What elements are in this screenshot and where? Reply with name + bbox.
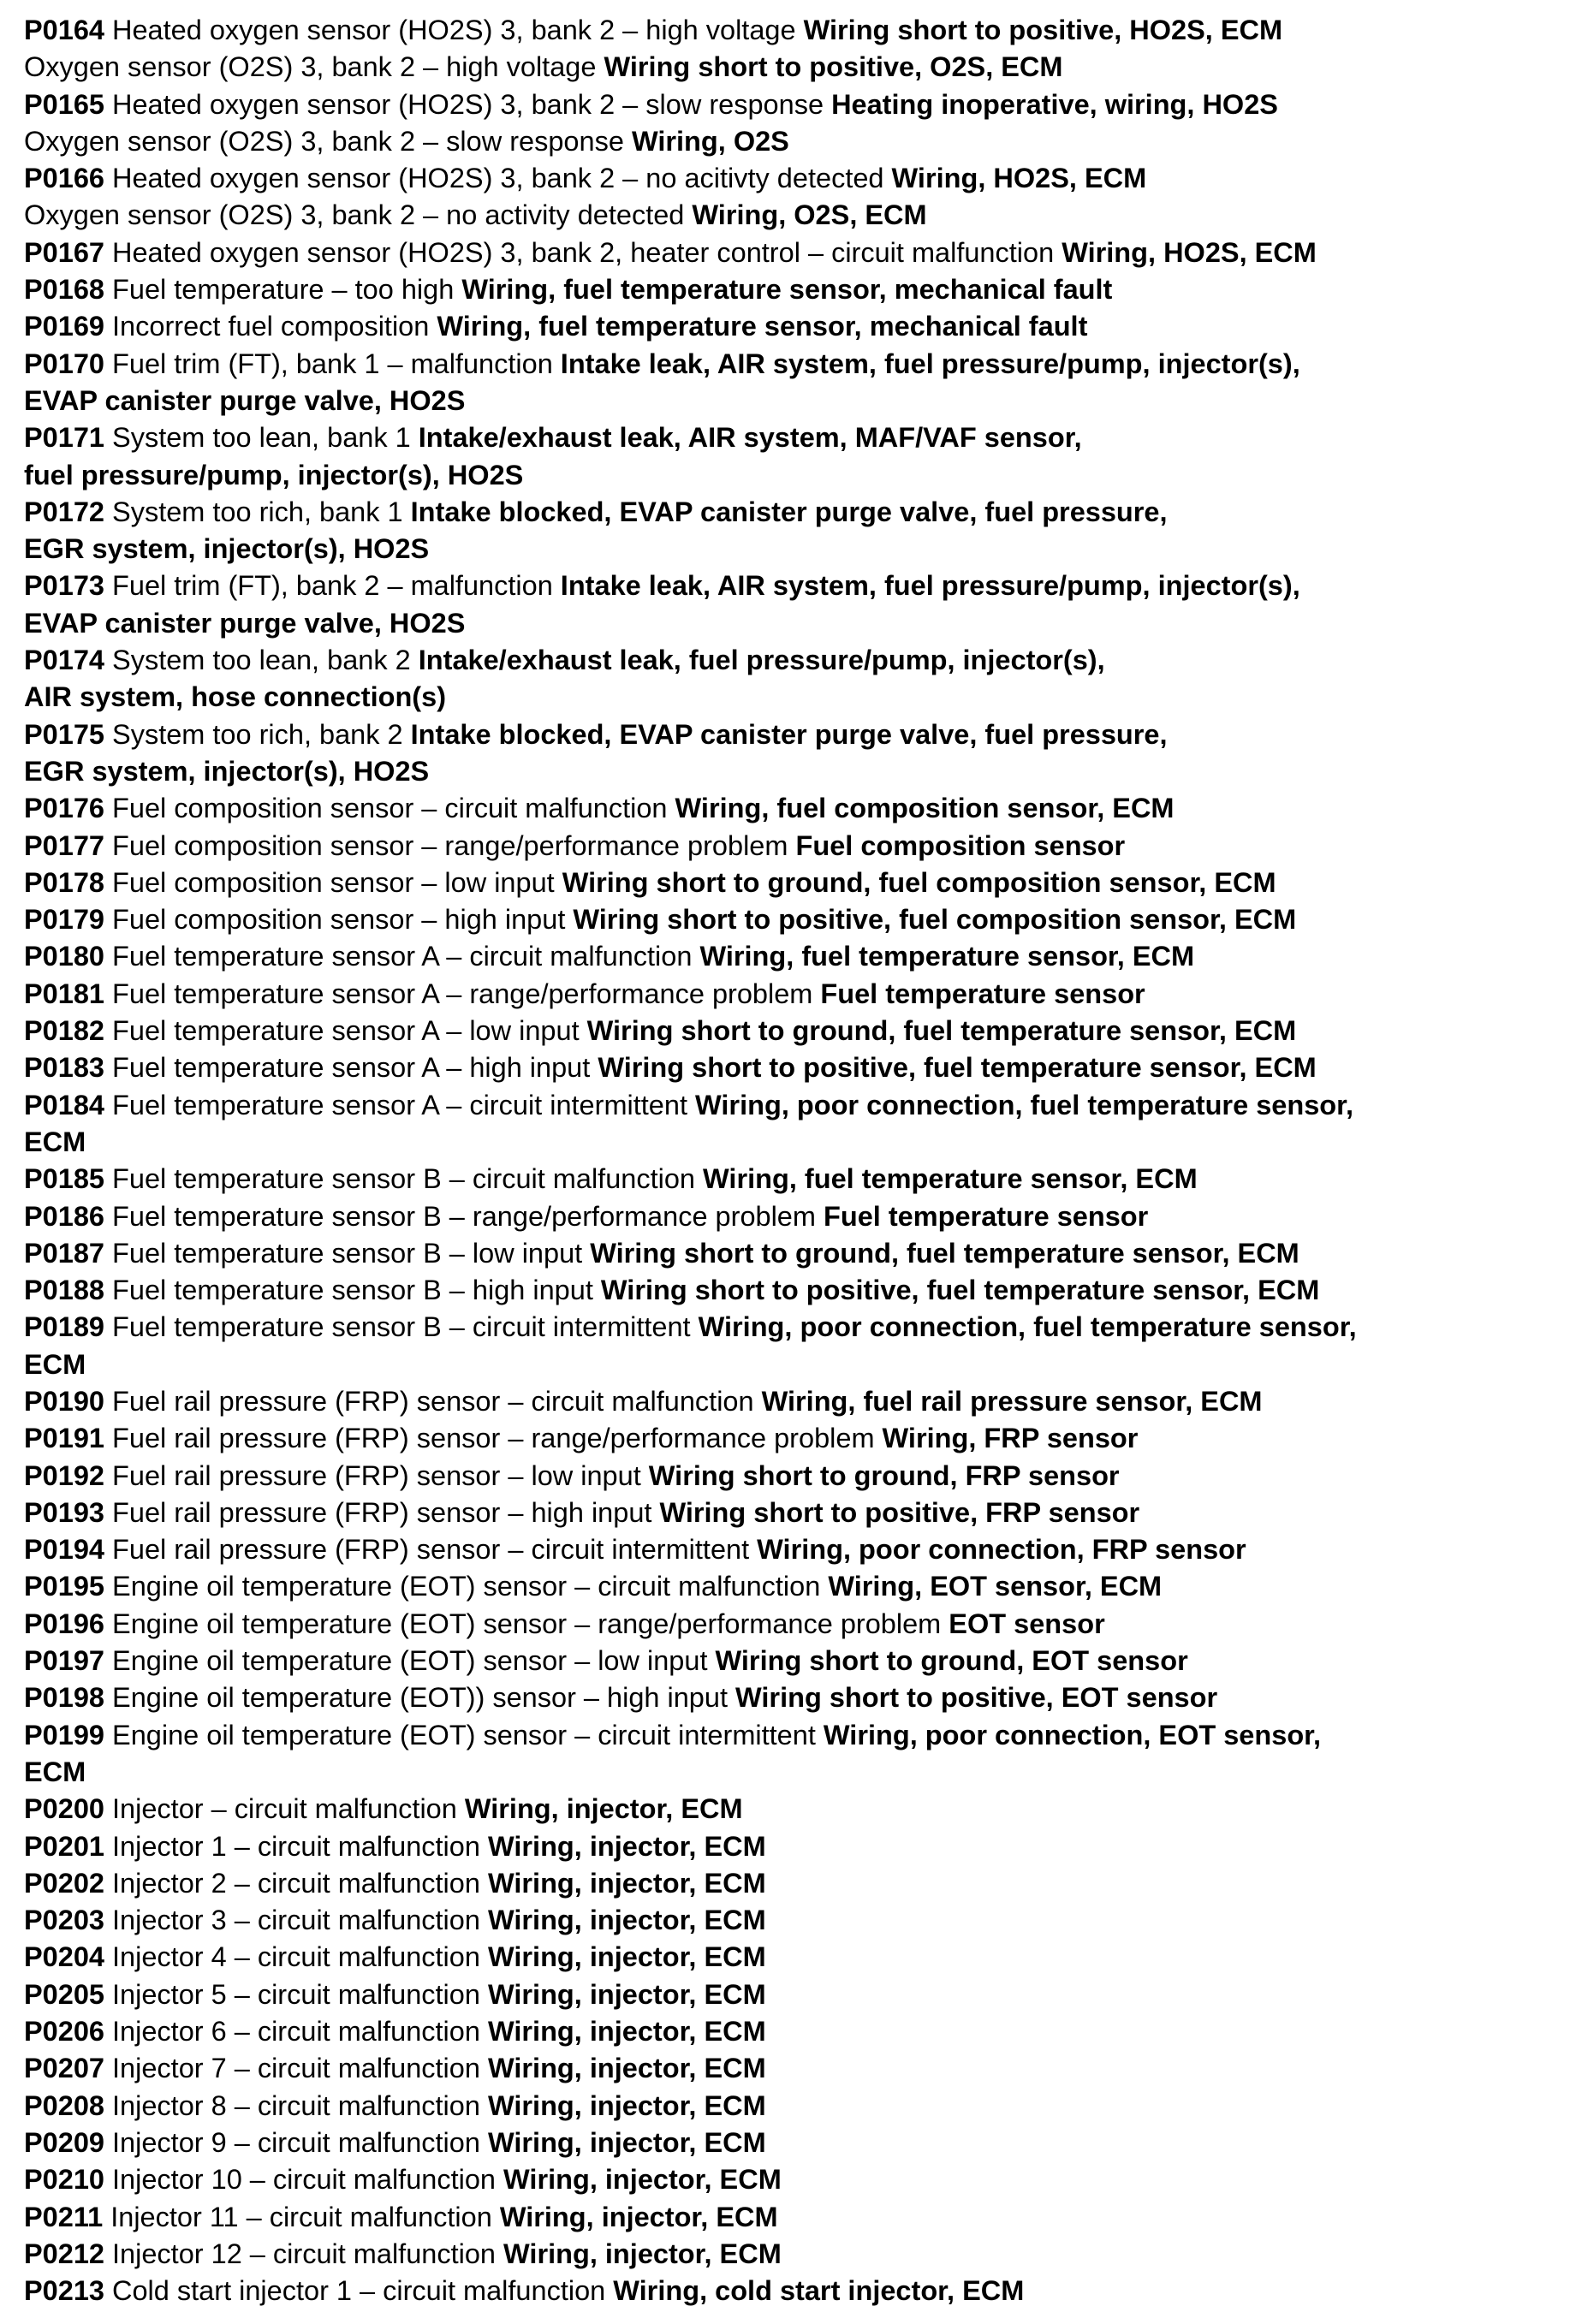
dtc-entry-continuation	[24, 1124, 1565, 1161]
dtc-causes: Wiring, injector, ECM	[487, 2053, 766, 2084]
dtc-code: P0177	[24, 829, 104, 861]
dtc-causes-continued: EVAP canister purge valve, HO2S	[24, 384, 466, 416]
dtc-entry	[24, 1531, 1565, 1568]
dtc-description: Injector 4 – circuit malfunction	[112, 1941, 480, 1973]
dtc-entry	[24, 271, 1565, 308]
dtc-code: P0204	[24, 1941, 104, 1973]
dtc-description: Cold start injector 1 – circuit malfunction	[112, 2275, 606, 2307]
dtc-entry	[24, 49, 1565, 86]
dtc-causes: Fuel composition sensor	[795, 829, 1126, 861]
dtc-causes: Wiring, injector, ECM	[487, 1978, 766, 2010]
dtc-code: P0186	[24, 1200, 104, 1232]
dtc-description: Fuel composition sensor – low input	[112, 866, 555, 898]
dtc-code: P0184	[24, 1089, 104, 1120]
dtc-causes-continued: fuel pressure/pump, injector(s), HO2S	[24, 459, 524, 490]
dtc-entry	[24, 2050, 1565, 2087]
dtc-description: Engine oil temperature (EOT) sensor – circuit malfunction	[112, 1571, 821, 1602]
dtc-description: Engine oil temperature (EOT) sensor – low input	[112, 1645, 708, 1677]
dtc-description: Fuel trim (FT), bank 2 – malfunction	[112, 570, 553, 602]
dtc-description: Injector – circuit malfunction	[112, 1793, 457, 1825]
dtc-entry-continuation	[24, 531, 1565, 568]
dtc-causes: Fuel temperature sensor	[824, 1200, 1149, 1232]
dtc-entry	[24, 2125, 1565, 2161]
dtc-code: P0197	[24, 1645, 104, 1677]
dtc-code: P0202	[24, 1867, 104, 1899]
dtc-code: P0200	[24, 1793, 104, 1825]
dtc-entry	[24, 1939, 1565, 1976]
dtc-code: P0169	[24, 311, 104, 342]
dtc-entry	[24, 568, 1565, 604]
dtc-causes-continued: EGR system, injector(s), HO2S	[24, 533, 430, 565]
dtc-code: P0170	[24, 348, 104, 379]
dtc-description: Injector 6 – circuit malfunction	[112, 2016, 480, 2048]
dtc-causes: Wiring short to ground, FRP sensor	[648, 1459, 1120, 1491]
dtc-entry-continuation	[24, 457, 1565, 494]
dtc-entry	[24, 235, 1565, 271]
dtc-entry	[24, 2088, 1565, 2125]
dtc-causes: Wiring short to ground, EOT sensor	[715, 1645, 1188, 1677]
dtc-entry	[24, 160, 1565, 197]
dtc-entry-continuation	[24, 1346, 1565, 1383]
dtc-entry-continuation	[24, 605, 1565, 642]
dtc-code: P0182	[24, 1015, 104, 1047]
dtc-causes: Wiring, fuel rail pressure sensor, ECM	[761, 1385, 1263, 1417]
dtc-entry	[24, 1717, 1565, 1754]
dtc-description: Injector 8 – circuit malfunction	[112, 2089, 480, 2121]
dtc-description: Fuel temperature sensor B – range/performance problem	[112, 1200, 816, 1232]
dtc-causes: Wiring, injector, ECM	[487, 1830, 766, 1862]
dtc-code: P0213	[24, 2275, 104, 2307]
dtc-causes: Wiring, fuel temperature sensor, mechanical fault	[461, 274, 1113, 306]
dtc-causes: Intake leak, AIR system, fuel pressure/pump, injector(s),	[560, 570, 1300, 602]
dtc-code: P0189	[24, 1311, 104, 1343]
dtc-code: P0174	[24, 645, 104, 676]
dtc-code: P0212	[24, 2238, 104, 2269]
dtc-causes-continued: AIR system, hose connection(s)	[24, 681, 447, 713]
dtc-description: Heated oxygen sensor (HO2S) 3, bank 2 – high voltage	[112, 15, 796, 45]
dtc-code: P0195	[24, 1571, 104, 1602]
dtc-causes: Heating inoperative, wiring, HO2S	[831, 88, 1278, 120]
dtc-description: Injector 10 – circuit malfunction	[112, 2164, 497, 2196]
dtc-description: Heated oxygen sensor (HO2S) 3, bank 2 – no acitivty detected	[112, 163, 884, 194]
dtc-code: P0205	[24, 1978, 104, 2010]
dtc-description: Fuel rail pressure (FRP) sensor – range/performance problem	[112, 1423, 875, 1454]
dtc-description: Engine oil temperature (EOT) sensor – range/performance problem	[112, 1608, 942, 1639]
dtc-description: Injector 12 – circuit malfunction	[112, 2238, 497, 2269]
dtc-entry	[24, 1161, 1565, 1198]
dtc-entry	[24, 1049, 1565, 1086]
dtc-entry	[24, 716, 1565, 753]
dtc-causes: Wiring, cold start injector, ECM	[613, 2275, 1025, 2307]
dtc-causes: Wiring short to positive, fuel temperature sensor, ECM	[598, 1052, 1317, 1084]
dtc-code: P0183	[24, 1052, 104, 1084]
dtc-entry	[24, 2236, 1565, 2273]
dtc-code: P0171	[24, 422, 104, 454]
dtc-causes-continued: ECM	[24, 1756, 86, 1787]
dtc-code: P0167	[24, 236, 104, 268]
dtc-description: Fuel temperature sensor B – circuit malfunction	[112, 1163, 696, 1195]
dtc-causes: Intake/exhaust leak, AIR system, MAF/VAF sensor,	[418, 422, 1082, 454]
dtc-entry	[24, 1828, 1565, 1865]
dtc-entry	[24, 1013, 1565, 1049]
dtc-causes: Wiring, injector, ECM	[487, 2089, 766, 2121]
dtc-description: Fuel temperature sensor A – low input	[112, 1015, 580, 1047]
dtc-entry	[24, 2273, 1565, 2309]
dtc-description: Fuel composition sensor – range/performance problem	[112, 829, 788, 861]
dtc-entry-continuation	[24, 753, 1565, 790]
dtc-code: P0180	[24, 941, 104, 972]
dtc-description: Fuel rail pressure (FRP) sensor – circuit intermittent	[112, 1534, 750, 1566]
dtc-causes: Wiring, HO2S, ECM	[891, 163, 1147, 194]
dtc-description: Injector 7 – circuit malfunction	[112, 2053, 480, 2084]
dtc-causes: EOT sensor	[949, 1608, 1105, 1639]
dtc-code: P0185	[24, 1163, 104, 1195]
dtc-entry	[24, 308, 1565, 345]
dtc-description: Fuel temperature sensor A – circuit intermittent	[112, 1089, 687, 1120]
dtc-code: P0179	[24, 904, 104, 936]
dtc-entry	[24, 1865, 1565, 1902]
dtc-causes: Fuel temperature sensor	[820, 978, 1145, 1009]
dtc-entry	[24, 901, 1565, 938]
dtc-description: Injector 3 – circuit malfunction	[112, 1905, 480, 1936]
dtc-description: Fuel temperature sensor B – high input	[112, 1275, 593, 1306]
dtc-code: P0181	[24, 978, 104, 1009]
dtc-code: P0208	[24, 2089, 104, 2121]
dtc-code: P0194	[24, 1534, 104, 1566]
dtc-causes: Wiring short to positive, HO2S, ECM	[803, 15, 1283, 45]
dtc-code: P0166	[24, 163, 104, 194]
dtc-code: P0211	[24, 2201, 104, 2232]
dtc-entry	[24, 123, 1565, 160]
dtc-code: P0168	[24, 274, 104, 306]
dtc-code: P0209	[24, 2126, 104, 2158]
dtc-description: System too rich, bank 2	[112, 718, 403, 750]
dtc-entry	[24, 2161, 1565, 2198]
dtc-causes-continued: EVAP canister purge valve, HO2S	[24, 607, 466, 639]
dtc-code: P0187	[24, 1237, 104, 1269]
dtc-description: Oxygen sensor (O2S) 3, bank 2 – high voltage	[24, 51, 597, 83]
dtc-entry	[24, 12, 1565, 49]
dtc-code: P0173	[24, 570, 104, 602]
dtc-code: P0192	[24, 1459, 104, 1491]
dtc-entry	[24, 1495, 1565, 1531]
dtc-entry	[24, 1606, 1565, 1643]
dtc-causes: Wiring, injector, ECM	[487, 1941, 766, 1973]
dtc-entry	[24, 1458, 1565, 1495]
dtc-description: Fuel temperature sensor A – range/performance problem	[112, 978, 813, 1009]
dtc-code: P0193	[24, 1496, 104, 1528]
dtc-entry-continuation	[24, 679, 1565, 716]
dtc-description: Engine oil temperature (EOT) sensor – circuit intermittent	[112, 1719, 816, 1750]
dtc-entry-continuation	[24, 383, 1565, 419]
dtc-entry	[24, 1568, 1565, 1605]
dtc-entry	[24, 828, 1565, 865]
dtc-code: P0206	[24, 2016, 104, 2048]
dtc-code: P0201	[24, 1830, 104, 1862]
dtc-description: Injector 11 – circuit malfunction	[110, 2201, 492, 2232]
dtc-causes: Wiring, fuel composition sensor, ECM	[675, 793, 1175, 824]
dtc-causes: Wiring short to ground, fuel temperature sensor, ECM	[586, 1015, 1297, 1047]
dtc-causes: Wiring short to positive, O2S, ECM	[604, 51, 1063, 83]
dtc-causes: Wiring short to positive, fuel composition sensor, ECM	[573, 904, 1297, 936]
dtc-entry	[24, 1383, 1565, 1420]
dtc-code-list	[24, 12, 1565, 2309]
dtc-entry	[24, 1087, 1565, 1124]
dtc-description: Heated oxygen sensor (HO2S) 3, bank 2 – slow response	[112, 88, 824, 120]
dtc-causes: Intake blocked, EVAP canister purge valve, fuel pressure,	[410, 718, 1168, 750]
dtc-causes: Wiring, injector, ECM	[487, 1905, 766, 1936]
dtc-description: Fuel temperature sensor A – high input	[112, 1052, 591, 1084]
dtc-description: Injector 9 – circuit malfunction	[112, 2126, 480, 2158]
dtc-description: Oxygen sensor (O2S) 3, bank 2 – no activity detected	[24, 199, 685, 231]
dtc-causes: Wiring short to positive, fuel temperature sensor, ECM	[600, 1275, 1320, 1306]
dtc-entry	[24, 197, 1565, 234]
dtc-code: P0164	[24, 15, 104, 45]
dtc-entry	[24, 494, 1565, 531]
dtc-entry	[24, 419, 1565, 456]
dtc-causes: Wiring, poor connection, FRP sensor	[757, 1534, 1246, 1566]
dtc-code: P0210	[24, 2164, 104, 2196]
dtc-description: Heated oxygen sensor (HO2S) 3, bank 2, heater control – circuit malfunction	[112, 236, 1055, 268]
dtc-causes: Wiring, HO2S, ECM	[1062, 236, 1317, 268]
dtc-entry	[24, 1902, 1565, 1939]
dtc-causes: Intake/exhaust leak, fuel pressure/pump, injector(s),	[418, 645, 1105, 676]
dtc-causes: Wiring short to ground, fuel composition sensor, ECM	[562, 866, 1276, 898]
dtc-code: P0165	[24, 88, 104, 120]
dtc-entry	[24, 1198, 1565, 1235]
dtc-causes: Wiring, injector, ECM	[464, 1793, 743, 1825]
dtc-causes: Wiring, injector, ECM	[487, 2016, 766, 2048]
dtc-description: Fuel rail pressure (FRP) sensor – high input	[112, 1496, 652, 1528]
dtc-entry	[24, 1235, 1565, 1272]
dtc-description: Fuel temperature sensor B – circuit intermittent	[112, 1311, 691, 1343]
dtc-causes-continued: ECM	[24, 1126, 86, 1157]
dtc-description: System too lean, bank 1	[112, 422, 411, 454]
dtc-code: P0172	[24, 496, 104, 527]
dtc-causes: Wiring, O2S, ECM	[692, 199, 927, 231]
dtc-causes-continued: EGR system, injector(s), HO2S	[24, 755, 430, 787]
dtc-code: P0178	[24, 866, 104, 898]
dtc-code: P0199	[24, 1719, 104, 1750]
dtc-entry	[24, 346, 1565, 383]
dtc-description: Fuel temperature sensor A – circuit malfunction	[112, 941, 693, 972]
dtc-entry	[24, 1679, 1565, 1716]
dtc-description: System too rich, bank 1	[112, 496, 403, 527]
dtc-description: Fuel composition sensor – circuit malfunction	[112, 793, 668, 824]
dtc-description: Oxygen sensor (O2S) 3, bank 2 – slow response	[24, 125, 624, 157]
dtc-causes: Wiring, poor connection, EOT sensor,	[823, 1719, 1322, 1750]
dtc-causes: Wiring, fuel temperature sensor, mechanical fault	[437, 311, 1088, 342]
dtc-entry	[24, 642, 1565, 679]
dtc-causes: Wiring, fuel temperature sensor, ECM	[703, 1163, 1198, 1195]
dtc-code: P0176	[24, 793, 104, 824]
dtc-causes: Wiring short to ground, fuel temperature sensor, ECM	[590, 1237, 1299, 1269]
dtc-causes: Wiring, injector, ECM	[487, 1867, 766, 1899]
dtc-code: P0188	[24, 1275, 104, 1306]
dtc-description: Fuel trim (FT), bank 1 – malfunction	[112, 348, 553, 379]
dtc-entry	[24, 790, 1565, 827]
dtc-entry-continuation	[24, 1754, 1565, 1791]
dtc-causes: Intake blocked, EVAP canister purge valve, fuel pressure,	[410, 496, 1168, 527]
dtc-causes: Wiring, injector, ECM	[487, 2126, 766, 2158]
dtc-description: Engine oil temperature (EOT)) sensor – high input	[112, 1682, 728, 1714]
dtc-causes: Wiring, poor connection, fuel temperature sensor,	[698, 1311, 1357, 1343]
dtc-causes: Wiring short to positive, EOT sensor	[735, 1682, 1218, 1714]
dtc-causes: Wiring, injector, ECM	[503, 2238, 782, 2269]
dtc-entry	[24, 2013, 1565, 2050]
dtc-causes: Wiring short to positive, FRP sensor	[659, 1496, 1140, 1528]
dtc-causes: Wiring, injector, ECM	[503, 2164, 782, 2196]
dtc-entry	[24, 1272, 1565, 1309]
dtc-entry	[24, 2199, 1565, 2236]
dtc-entry	[24, 1643, 1565, 1679]
dtc-description: System too lean, bank 2	[112, 645, 411, 676]
dtc-description: Fuel composition sensor – high input	[112, 904, 566, 936]
dtc-entry	[24, 865, 1565, 901]
dtc-description: Fuel rail pressure (FRP) sensor – circuit malfunction	[112, 1385, 754, 1417]
dtc-entry	[24, 1420, 1565, 1457]
dtc-causes: Wiring, FRP sensor	[882, 1423, 1139, 1454]
dtc-causes: Wiring, poor connection, fuel temperature sensor,	[695, 1089, 1354, 1120]
dtc-description: Fuel temperature – too high	[112, 274, 455, 306]
dtc-entry	[24, 1309, 1565, 1346]
dtc-entry	[24, 976, 1565, 1013]
dtc-description: Fuel temperature sensor B – low input	[112, 1237, 583, 1269]
dtc-code: P0207	[24, 2053, 104, 2084]
dtc-code: P0175	[24, 718, 104, 750]
dtc-causes: Wiring, fuel temperature sensor, ECM	[699, 941, 1195, 972]
dtc-causes: Intake leak, AIR system, fuel pressure/pump, injector(s),	[560, 348, 1300, 379]
dtc-code: P0198	[24, 1682, 104, 1714]
dtc-code: P0190	[24, 1385, 104, 1417]
dtc-description: Injector 1 – circuit malfunction	[112, 1830, 480, 1862]
dtc-description: Injector 2 – circuit malfunction	[112, 1867, 480, 1899]
dtc-causes-continued: ECM	[24, 1348, 86, 1380]
dtc-entry	[24, 1791, 1565, 1828]
dtc-causes: Wiring, injector, ECM	[499, 2201, 778, 2232]
dtc-code: P0196	[24, 1608, 104, 1639]
dtc-entry	[24, 938, 1565, 975]
dtc-description: Incorrect fuel composition	[112, 311, 430, 342]
dtc-description: Injector 5 – circuit malfunction	[112, 1978, 480, 2010]
dtc-description: Fuel rail pressure (FRP) sensor – low input	[112, 1459, 641, 1491]
dtc-entry	[24, 1976, 1565, 2013]
dtc-entry	[24, 86, 1565, 123]
dtc-causes: Wiring, EOT sensor, ECM	[828, 1571, 1163, 1602]
dtc-code: P0203	[24, 1905, 104, 1936]
dtc-code: P0191	[24, 1423, 104, 1454]
dtc-causes: Wiring, O2S	[631, 125, 789, 157]
